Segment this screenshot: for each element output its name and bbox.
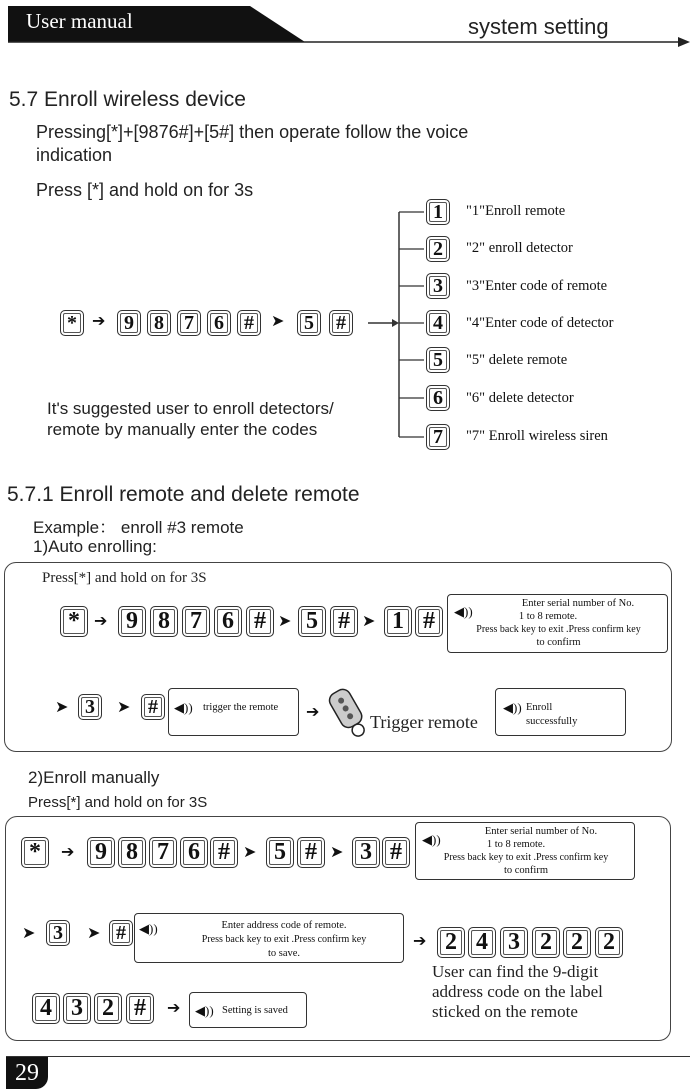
code-key: 4 [468,927,496,958]
voice-text: Enter serial number of No. [521,598,635,609]
key-6: 6 [180,837,208,868]
address-note: sticked on the remote [432,1002,578,1021]
key-hash: # [415,606,443,637]
menu-number: 3 [426,273,450,299]
arrow-icon: ➤ [362,613,376,630]
menu-label: "3"Enter code of remote [466,278,608,294]
section-heading: 5.7 Enroll wireless device [9,88,246,111]
header-right-title: system setting [468,14,609,39]
arrow-icon: ➔ [167,1000,181,1017]
voice-text: Enter address code of remote. [221,920,347,931]
key-hash: # [246,606,274,637]
speaker-icon: ◀)) [174,700,193,715]
key-hash: # [109,920,133,946]
menu-label: "1"Enroll remote [466,203,566,219]
key-3: 3 [63,993,91,1024]
menu-label: "4"Enter code of detector [466,315,614,331]
key-4: 4 [32,993,60,1024]
menu-label: "5" delete remote [466,352,568,368]
speaker-icon: ◀)) [139,921,158,936]
hold-instruction: Press [*] and hold on for 3s [36,180,254,200]
arrow-icon: ➤ [243,844,257,861]
voice-prompt-trigger [168,688,299,736]
arrow-icon: ➤ [55,699,69,716]
key-star: * [60,606,88,637]
key-hash: # [329,310,353,336]
key-1: 1 [384,606,412,637]
key-5: 5 [298,606,326,637]
voice-prompt-serial [415,822,635,880]
arrow-icon: ➤ [87,925,101,942]
code-key: 2 [563,927,591,958]
arrow-icon: ➔ [94,613,108,630]
key-8: 8 [150,606,178,637]
voice-text: successfully [526,716,578,727]
arrow-icon: ➔ [61,844,75,861]
voice-text: 1 to 8 remote. [486,839,546,850]
page-number: 29 [6,1057,48,1089]
voice-text: Enter serial number of No. [484,826,598,837]
key-3: 3 [352,837,380,868]
key-6: 6 [214,606,242,637]
menu-label: "7" Enroll wireless siren [466,428,608,444]
auto-hold-text: Press[*] and hold on for 3S [42,570,207,586]
manual-hold-text: Press[*] and hold on for 3S [28,794,208,811]
example-text: Example： enroll #3 remote [33,518,244,537]
manual-enroll-title: 2)Enroll manually [28,768,160,787]
speaker-icon: ◀)) [503,700,522,715]
code-key: 3 [500,927,528,958]
instruction-text: Pressing[*]+[9876#]+[5#] then operate follow the voice [36,122,469,142]
arrow-icon: ➤ [278,613,292,630]
speaker-icon: ◀)) [422,832,441,847]
voice-text: to save. [267,948,301,959]
voice-text: to confirm [503,865,549,876]
menu-number: 6 [426,385,450,411]
menu-label: "2" enroll detector [466,240,573,256]
menu-label: "6" delete detector [466,390,574,406]
key-9: 9 [87,837,115,868]
menu-number: 1 [426,199,450,225]
instruction-text-cont: indication [36,145,113,165]
key-hash: # [297,837,325,868]
header-left-title: User manual [26,9,133,33]
subsection-heading: 5.7.1 Enroll remote and delete remote [7,483,360,506]
key-hash: # [382,837,410,868]
menu-number: 5 [426,347,450,373]
voice-text: Enroll [526,702,553,713]
key-hash: # [141,694,165,720]
voice-text: Press back key to exit .Press confirm key [476,624,641,635]
key-2: 2 [94,993,122,1024]
auto-enroll-title: 1)Auto enrolling: [33,537,157,556]
trigger-remote-label: Trigger remote [370,712,478,732]
voice-text: trigger the remote [203,702,279,713]
key-5: 5 [266,837,294,868]
code-key: 2 [595,927,623,958]
menu-number: 2 [426,236,450,262]
key-hash: # [126,993,154,1024]
voice-prompt-success [495,688,626,736]
voice-text: Press back key to exit .Press confirm key [201,934,367,945]
arrow-icon: ➤ [330,844,344,861]
voice-text: to confirm [536,637,581,648]
key-8: 8 [118,837,146,868]
key-3: 3 [78,694,102,720]
key-5: 5 [297,310,321,336]
key-7: 7 [177,310,201,336]
suggestion-text: It's suggested user to enroll detectors/ [47,399,334,418]
voice-text: Press back key to exit .Press confirm key [443,852,609,863]
key-hash: # [330,606,358,637]
key-9: 9 [117,310,141,336]
key-9: 9 [118,606,146,637]
voice-prompt-saved [189,992,307,1028]
key-hash: # [237,310,261,336]
speaker-icon: ◀)) [195,1003,214,1018]
footer-rule [6,1056,690,1057]
key-6: 6 [207,310,231,336]
remote-fob-icon [328,684,372,746]
voice-text: 1 to 8 remote. [518,611,578,622]
arrow-icon: ➤ [22,925,36,942]
menu-number: 7 [426,424,450,450]
arrow-icon: ➤ [271,313,285,330]
voice-text: Setting is saved [222,1005,288,1016]
arrow-icon: ➤ [117,699,131,716]
suggestion-text-cont: remote by manually enter the codes [47,420,318,439]
key-3: 3 [46,920,70,946]
voice-prompt-serial [447,594,668,653]
key-7: 7 [149,837,177,868]
address-note: address code on the label [432,982,603,1001]
voice-prompt-address [134,913,404,963]
key-8: 8 [147,310,171,336]
key-star: * [21,837,49,868]
menu-number: 4 [426,310,450,336]
arrow-icon: ➔ [92,313,106,330]
key-star: * [60,310,84,336]
code-key: 2 [437,927,465,958]
code-key: 2 [532,927,560,958]
key-hash: # [210,837,238,868]
speaker-icon: ◀)) [454,604,473,619]
arrow-icon: ➔ [306,704,320,721]
address-note: User can find the 9-digit [432,962,599,981]
key-7: 7 [182,606,210,637]
arrow-icon: ➔ [413,933,427,950]
